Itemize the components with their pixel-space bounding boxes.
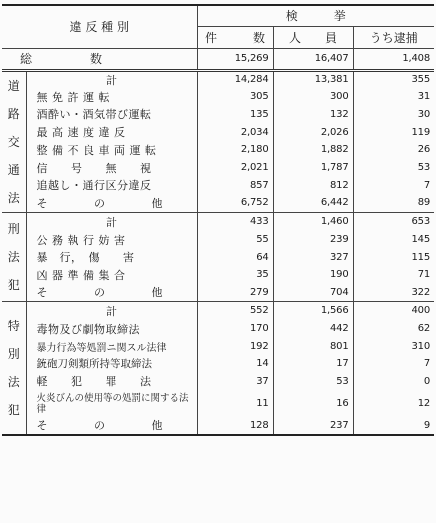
row-persons: 704 [273, 284, 353, 302]
row-persons: 6,442 [273, 194, 353, 212]
row-arrested: 31 [417, 91, 431, 103]
row-cases: 14 [197, 355, 273, 373]
row-arrested: 0 [423, 375, 431, 387]
row-arrested: 62 [417, 323, 431, 335]
row-cases: 2,180 [197, 141, 273, 159]
row-cases: 64 [197, 249, 273, 267]
column-header-persons: 人 員 [273, 26, 353, 48]
category-header: 違 反 種 別 [2, 5, 197, 48]
grand-total-persons: 16,407 [273, 48, 353, 70]
row-persons: 1,787 [273, 159, 353, 177]
row-arrested: 12 [417, 398, 431, 409]
row-arrested: 310 [411, 340, 431, 352]
section-name-traffic: 道路交通法 [2, 70, 26, 212]
row-label: 軽 犯 罪 法 [26, 373, 197, 391]
section-total-label: 計 [26, 212, 197, 231]
row-arrested: 89 [353, 194, 434, 212]
section-total-cases: 433 [197, 212, 273, 231]
violation-arrest-table [2, 4, 434, 436]
section-total-label: 計 [26, 70, 197, 88]
section-total-persons: 1,566 [273, 301, 353, 320]
row-label: 公 務 執 行 妨 害 [26, 231, 197, 249]
row-cases: 2,034 [197, 123, 273, 141]
column-header-arrested: うち逮捕 [353, 26, 434, 48]
row-arrested: 7 [423, 179, 431, 191]
row-arrested: 145 [411, 234, 431, 246]
row-persons: 327 [273, 249, 353, 267]
section-total-persons: 1,460 [273, 212, 353, 231]
row-cases: 55 [197, 231, 273, 249]
row-label: 信 号 無 視 [26, 159, 197, 177]
row-label: 火炎びんの使用等の処罰に関する法律 [26, 390, 197, 417]
row-cases: 37 [197, 373, 273, 391]
row-cases: 170 [197, 320, 273, 338]
row-arrested: 115 [411, 251, 431, 263]
row-label: 追越し・通行区分違反 [26, 177, 197, 195]
section-total-arrested: 653 [411, 216, 431, 228]
row-cases: 11 [197, 390, 273, 417]
row-label: 無 免 許 運 転 [26, 88, 197, 106]
section-total-persons: 13,381 [273, 70, 353, 88]
row-persons: 132 [273, 106, 353, 124]
row-persons: 17 [273, 355, 353, 373]
grand-total-cases: 15,269 [197, 48, 273, 70]
section-total-cases: 14,284 [197, 70, 273, 88]
row-persons: 237 [273, 417, 353, 435]
row-arrested: 119 [411, 126, 431, 138]
row-persons: 2,026 [273, 123, 353, 141]
grand-total-label: 総 数 [2, 48, 197, 70]
row-arrested: 30 [417, 108, 431, 120]
row-cases: 135 [197, 106, 273, 124]
row-cases: 2,021 [197, 159, 273, 177]
row-label: 凶 器 準 備 集 合 [26, 266, 197, 284]
row-label: 最 高 速 度 違 反 [26, 123, 197, 141]
row-arrested: 322 [353, 284, 434, 302]
column-header-cases: 件 数 [197, 26, 273, 48]
section-name-criminal: 刑法犯 [2, 212, 26, 301]
row-arrested: 53 [417, 162, 431, 174]
section-total-arrested: 355 [411, 74, 431, 86]
row-cases: 857 [197, 177, 273, 195]
arrest-group-header: 検 挙 [197, 5, 434, 26]
row-label: 暴 行， 傷 害 [26, 249, 197, 267]
row-cases: 128 [197, 417, 273, 435]
row-label: 酒酔い・酒気帯び運転 [26, 106, 197, 124]
row-cases: 192 [197, 338, 273, 356]
row-persons: 300 [273, 88, 353, 106]
row-label: そ の 他 [26, 284, 197, 302]
row-arrested: 26 [417, 144, 431, 156]
row-cases: 6,752 [197, 194, 273, 212]
row-cases: 305 [197, 88, 273, 106]
row-label: 暴力行為等処罰ニ関スル法律 [26, 338, 197, 356]
row-cases: 279 [197, 284, 273, 302]
section-total-arrested: 400 [411, 305, 431, 317]
row-persons: 239 [273, 231, 353, 249]
row-persons: 53 [273, 373, 353, 391]
row-persons: 1,882 [273, 141, 353, 159]
row-arrested: 9 [353, 417, 434, 435]
row-label: 銃砲刀剣類所持等取締法 [26, 355, 197, 373]
section-total-cases: 552 [197, 301, 273, 320]
grand-total-arrested: 1,408 [353, 48, 434, 70]
row-arrested: 71 [417, 269, 431, 281]
row-label: そ の 他 [26, 417, 197, 435]
section-total-label: 計 [26, 301, 197, 320]
row-label: そ の 他 [26, 194, 197, 212]
section-name-special-law: 特別法犯 [2, 301, 26, 435]
row-persons: 801 [273, 338, 353, 356]
row-label: 整 備 不 良 車 両 運 転 [26, 141, 197, 159]
row-persons: 812 [273, 177, 353, 195]
row-label: 毒物及び劇物取締法 [26, 320, 197, 338]
row-arrested: 7 [423, 358, 431, 370]
row-persons: 442 [273, 320, 353, 338]
row-persons: 190 [273, 266, 353, 284]
row-cases: 35 [197, 266, 273, 284]
row-persons: 16 [273, 390, 353, 417]
